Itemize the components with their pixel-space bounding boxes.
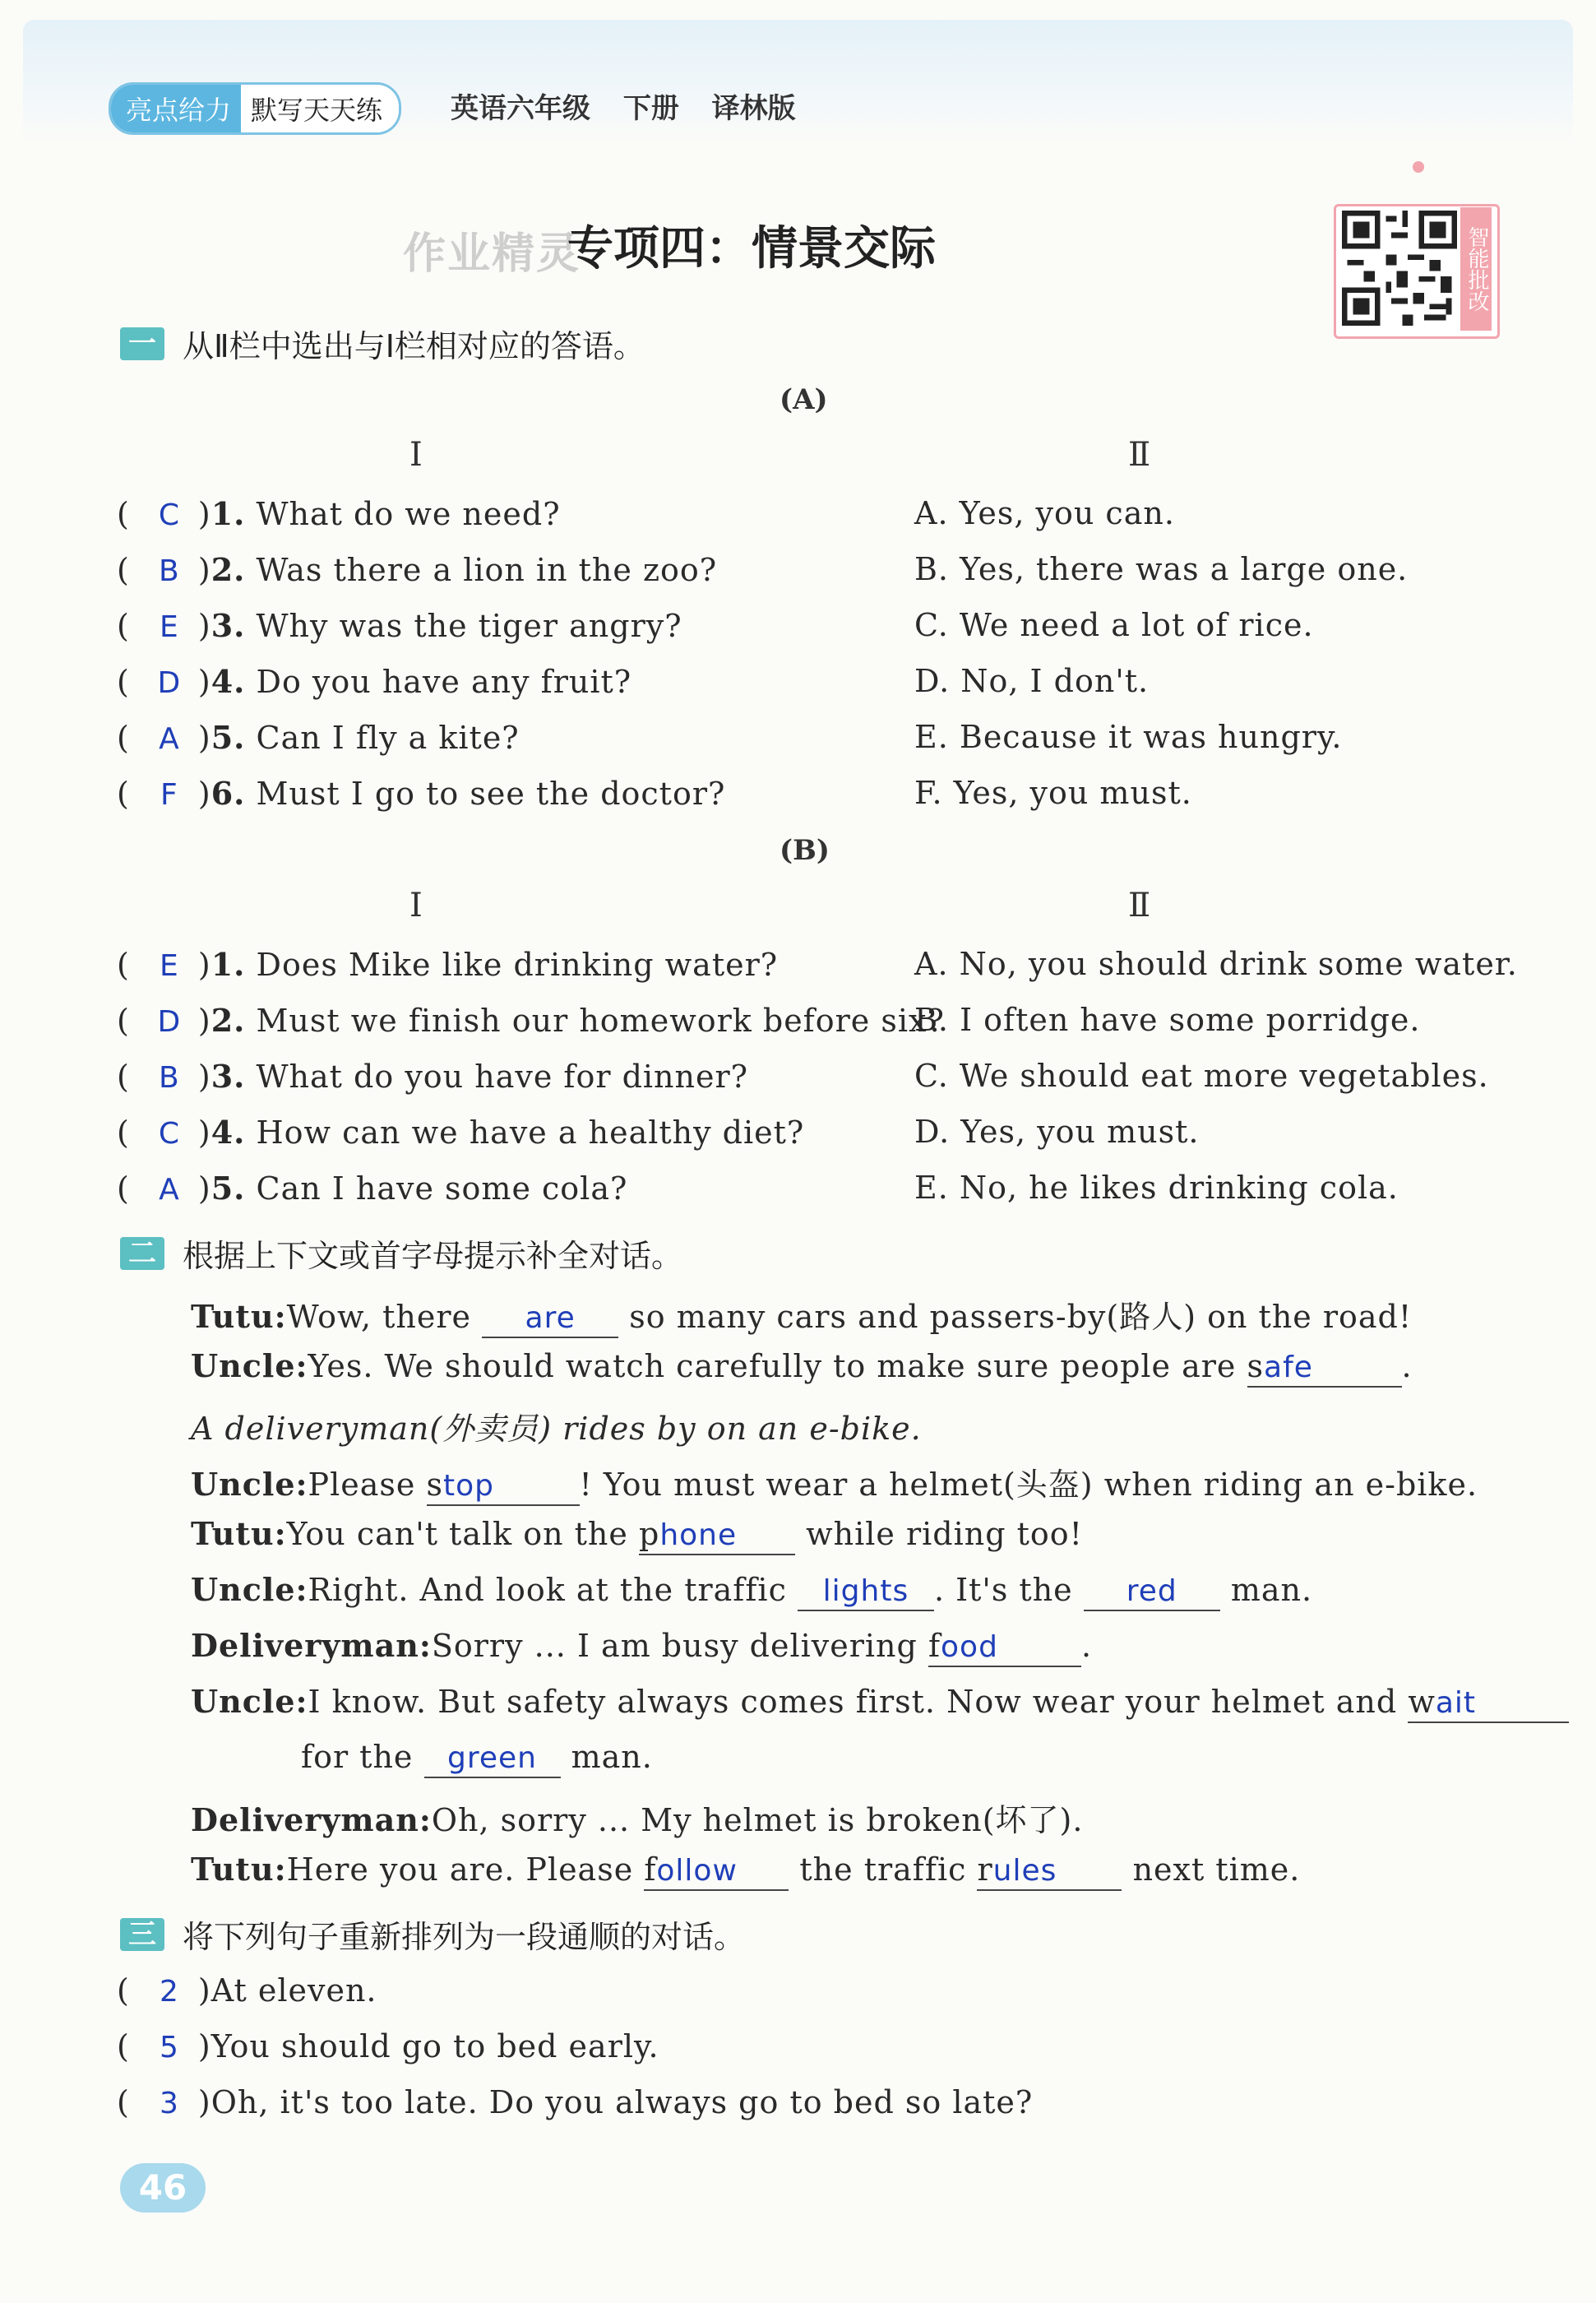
dialogue-line: Uncle:Right. And look at the traffic lights . It's the red man. — [191, 1571, 1312, 1611]
dialogue-line: for the green man. — [301, 1739, 653, 1778]
partA-label: (A) — [779, 383, 828, 416]
partB-option: E. No, he likes drinking cola. — [914, 1170, 1399, 1206]
partA-question: ( F )6. Must I go to see the doctor? — [117, 775, 726, 812]
fill-blank[interactable]: wait — [1408, 1684, 1569, 1723]
partB-option: A. No, you should drink some water. — [914, 946, 1518, 982]
order-item: ( 3 )Oh, it's too late. Do you always go to bed so late? — [117, 2084, 1034, 2120]
stage-direction: A deliveryman(外卖员) rides by on an e-bike. — [191, 1411, 922, 1447]
partA-col2: Ⅱ — [1128, 436, 1151, 474]
answer-slot[interactable]: C — [158, 498, 180, 532]
qr-label: 智能批改 — [1460, 207, 1492, 331]
dialogue-line: Uncle:I know. But safety always comes first. Now wear your helmet and wait — [191, 1683, 1569, 1723]
order-item: ( 2 )At eleven. — [117, 1972, 377, 2009]
dialogue-line: Uncle:Please stop ! You must wear a helmet(头盔) when riding an e-bike. — [191, 1459, 1478, 1506]
partA-question: ( C )1. What do we need? — [117, 495, 561, 532]
partB-option: B. I often have some porridge. — [914, 1002, 1421, 1038]
partA-question: ( B )2. Was there a lion in the zoo? — [117, 551, 718, 588]
answer-slot[interactable]: 2 — [159, 1975, 179, 2009]
dialogue-line: Uncle:Yes. We should watch carefully to make sure people are safe . — [191, 1347, 1413, 1388]
partA-question: ( D )4. Do you have any fruit? — [117, 663, 632, 700]
partB-option: C. We should eat more vegetables. — [914, 1058, 1489, 1094]
section1-instruction: 从Ⅱ栏中选出与Ⅰ栏相对应的答语。 — [183, 328, 645, 364]
partB-question: ( D )2. Must we finish our homework before six? — [117, 1002, 945, 1039]
fill-blank[interactable]: safe — [1247, 1348, 1402, 1388]
fill-blank[interactable]: food — [928, 1628, 1081, 1667]
dialogue-line: Tutu:Wow, there are so many cars and passers-by(路人) on the road! — [191, 1291, 1412, 1338]
partB-question: ( C )4. How can we have a healthy diet? — [117, 1114, 805, 1151]
section1-mark: 一 — [120, 327, 164, 360]
series-badge — [109, 82, 401, 135]
fill-blank[interactable]: rules — [977, 1851, 1122, 1891]
answer-slot[interactable]: F — [160, 778, 178, 812]
dialogue-line: Tutu:Here you are. Please follow the traffic rules next time. — [191, 1851, 1300, 1891]
fill-blank[interactable]: follow — [644, 1851, 789, 1891]
fill-blank[interactable]: green — [424, 1740, 561, 1778]
partA-option: C. We need a lot of rice. — [914, 607, 1314, 643]
partA-option: A. Yes, you can. — [914, 495, 1175, 531]
partA-col1: Ⅰ — [409, 436, 423, 474]
partA-option: B. Yes, there was a large one. — [914, 551, 1409, 587]
answer-slot[interactable]: E — [160, 949, 179, 983]
qr-pin-icon — [1413, 161, 1424, 173]
answer-slot[interactable]: 3 — [159, 2087, 179, 2120]
fill-blank[interactable]: stop — [427, 1467, 580, 1506]
section3-heading — [120, 1911, 745, 1957]
fill-blank[interactable]: red — [1084, 1573, 1220, 1611]
watermark: 作业精灵 — [403, 229, 581, 279]
answer-slot[interactable]: C — [158, 1117, 180, 1151]
fill-blank[interactable]: phone — [639, 1516, 795, 1555]
answer-slot[interactable]: A — [159, 722, 180, 756]
answer-slot[interactable]: A — [159, 1173, 180, 1207]
answer-slot[interactable]: 5 — [159, 2031, 179, 2064]
partB-question: ( B )3. What do you have for dinner? — [117, 1058, 749, 1095]
badge-left: 亮点给力 — [111, 85, 241, 132]
badge-right: 默写天天练 — [241, 85, 399, 132]
answer-slot[interactable]: B — [159, 1061, 180, 1095]
answer-slot[interactable]: B — [159, 554, 180, 588]
partB-label: (B) — [779, 834, 830, 867]
partA-question: ( E )3. Why was the tiger angry? — [117, 607, 682, 644]
page-number: 46 — [120, 2163, 206, 2213]
section2-instruction: 根据上下文或首字母提示补全对话。 — [183, 1238, 683, 1274]
fill-blank[interactable]: are — [482, 1300, 618, 1338]
section2-heading — [120, 1230, 682, 1276]
section3-instruction: 将下列句子重新排列为一段通顺的对话。 — [183, 1919, 746, 1955]
partB-question: ( E )1. Does Mike like drinking water? — [117, 946, 779, 983]
section2-mark: 二 — [120, 1237, 164, 1270]
section3-mark: 三 — [120, 1918, 164, 1951]
qr-code-icon[interactable] — [1342, 211, 1457, 326]
partB-option: D. Yes, you must. — [914, 1114, 1200, 1150]
dialogue-line: Deliveryman:Sorry ... I am busy delivering food . — [191, 1627, 1092, 1667]
answer-slot[interactable]: E — [160, 610, 179, 644]
dialogue-line: Tutu:You can't talk on the phone while riding too! — [191, 1515, 1083, 1555]
partB-col1: Ⅰ — [409, 887, 423, 924]
book-info: 英语六年级 下册 译林版 — [451, 92, 796, 125]
partA-option: E. Because it was hungry. — [914, 719, 1343, 755]
section1-heading — [120, 321, 645, 366]
partB-question: ( A )5. Can I have some cola? — [117, 1170, 628, 1207]
order-item: ( 5 )You should go to bed early. — [117, 2028, 659, 2064]
partA-option: D. No, I don't. — [914, 663, 1150, 699]
answer-slot[interactable]: D — [157, 1005, 182, 1039]
page-title: 专项四：情景交际 — [567, 222, 936, 276]
dialogue-line: Deliveryman:Oh, sorry ... My helmet is broken(坏了). — [191, 1801, 1084, 1838]
fill-blank[interactable]: lights — [798, 1573, 934, 1611]
partA-option: F. Yes, you must. — [914, 775, 1192, 811]
partB-col2: Ⅱ — [1128, 887, 1151, 924]
partA-question: ( A )5. Can I fly a kite? — [117, 719, 520, 756]
answer-slot[interactable]: D — [157, 666, 182, 700]
